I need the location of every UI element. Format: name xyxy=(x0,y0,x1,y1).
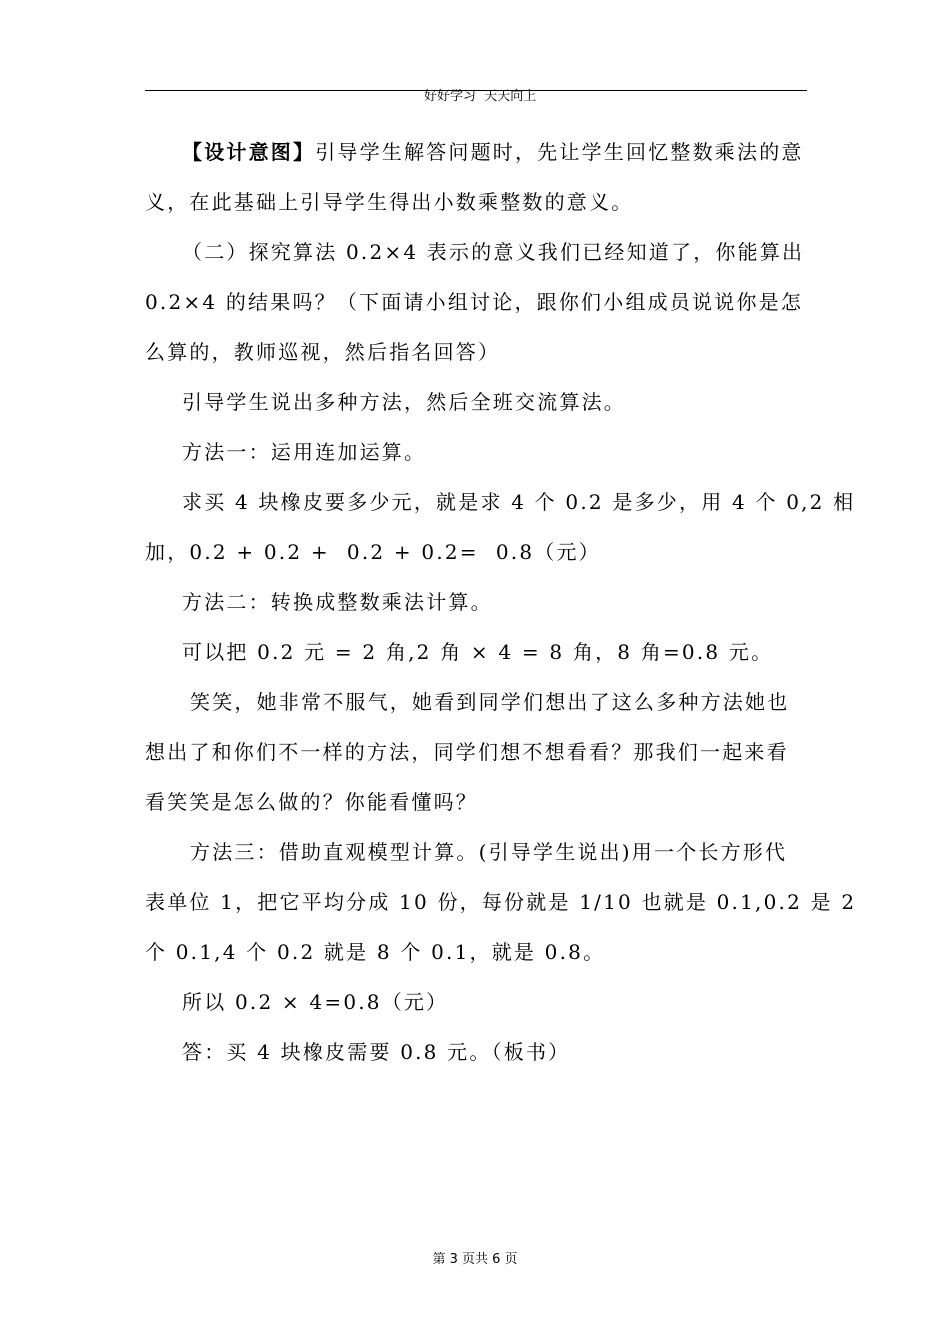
line-1-text: 引导学生解答问题时，先让学生回忆整数乘法的意 xyxy=(315,140,804,164)
paragraph-line-12: 笑笑，她非常不服气，她看到同学们想出了这么多种方法她也 xyxy=(190,690,790,714)
paragraph-line-9: 加，0.2 + 0.2 + 0.2 + 0.2= 0.8（元） xyxy=(145,540,601,564)
paragraph-line-16: 表单位 1，把它平均分成 10 份，每份就是 1/10 也就是 0.1,0.2 是 2 xyxy=(145,890,857,914)
page-footer xyxy=(0,1251,950,1269)
paragraph-line-1 xyxy=(182,140,804,164)
paragraph-line-15: 方法三：借助直观模型计算。(引导学生说出)用一个长方形代 xyxy=(190,840,788,864)
paragraph-line-17: 个 0.1,4 个 0.2 就是 8 个 0.1，就是 0.8。 xyxy=(145,940,606,964)
paragraph-line-4: 0.2×4 的结果吗？（下面请小组讨论，跟你们小组成员说说你是怎 xyxy=(145,290,804,314)
page-number: 第 3 页共 6 页 xyxy=(432,1252,518,1267)
paragraph-line-14: 看笑笑是怎么做的？你能看懂吗？ xyxy=(145,790,478,814)
paragraph-line-19: 答：买 4 块橡皮需要 0.8 元。（板书） xyxy=(182,1040,571,1064)
paragraph-line-5: 么算的，教师巡视，然后指名回答） xyxy=(145,340,501,364)
paragraph-line-8: 求买 4 块橡皮要多少元，就是求 4 个 0.2 是多少，用 4 个 0,2 相 xyxy=(182,490,856,514)
paragraph-line-3: （二）探究算法 0.2×4 表示的意义我们已经知道了，你能算出 xyxy=(182,240,805,264)
paragraph-line-7: 方法一：运用连加运算。 xyxy=(182,440,427,464)
paragraph-line-6: 引导学生说出多种方法，然后全班交流算法。 xyxy=(182,390,626,414)
paragraph-line-13: 想出了和你们不一样的方法，同学们想不想看看？那我们一起来看 xyxy=(145,740,789,764)
paragraph-line-11: 可以把 0.2 元 = 2 角,2 角 × 4 = 8 角，8 角=0.8 元。 xyxy=(182,640,774,664)
paragraph-line-2: 义，在此基础上引导学生得出小数乘整数的意义。 xyxy=(145,190,634,214)
header-text: 好好学习 天天向上 xyxy=(424,89,537,104)
paragraph-line-10: 方法二：转换成整数乘法计算。 xyxy=(182,590,493,614)
paragraph-line-18: 所以 0.2 × 4=0.8（元） xyxy=(182,990,449,1014)
design-intent-label: 【设计意图】 xyxy=(182,140,316,164)
